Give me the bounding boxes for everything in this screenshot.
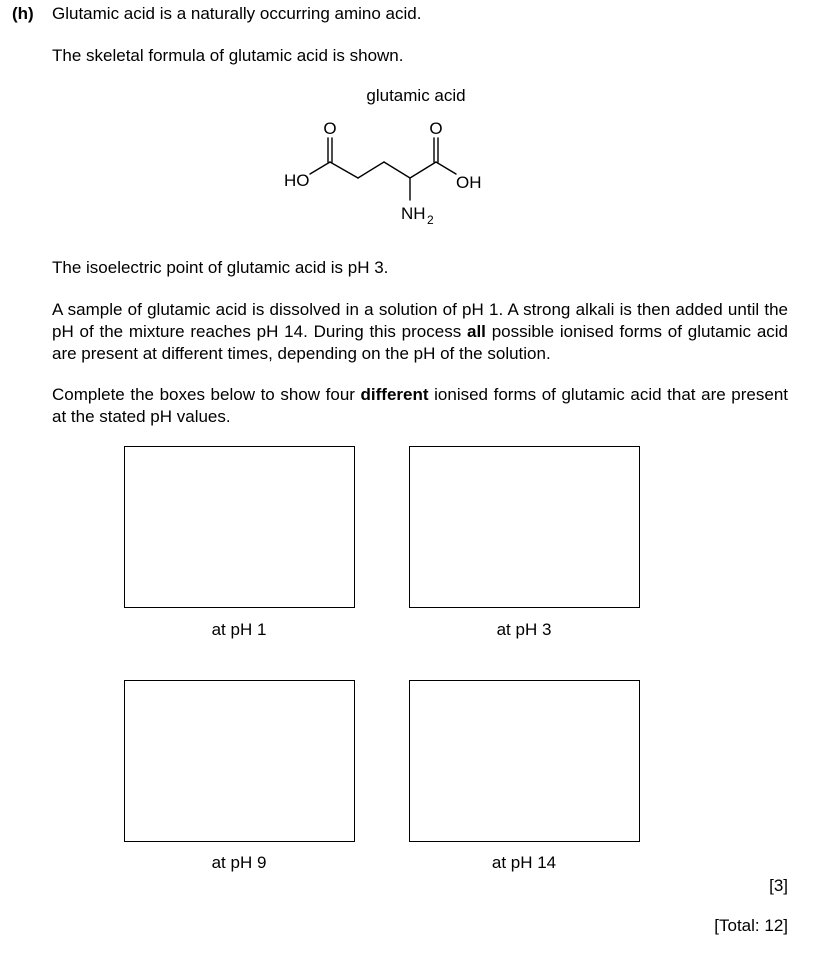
isoelectric-statement: The isoelectric point of glutamic acid is pH 3. xyxy=(52,258,389,277)
label-nh-subscript: 2 xyxy=(427,213,434,227)
task-paragraph: Complete the boxes below to show four different ionised forms of glutamic acid that are present at the stated pH values. xyxy=(52,385,788,426)
label-oh: OH xyxy=(456,173,482,192)
caption-ph1: at pH 1 xyxy=(211,620,267,639)
molecule-caption: glutamic acid xyxy=(366,86,466,105)
label-ho: HO xyxy=(284,171,310,190)
caption-ph9: at pH 9 xyxy=(211,853,267,872)
answer-box-ph14[interactable] xyxy=(409,680,640,842)
total-marks-label: [Total: 12] xyxy=(714,916,788,935)
marks-label: [3] xyxy=(769,876,788,895)
bond-ho-c1 xyxy=(310,162,330,174)
bond-c2-c3 xyxy=(358,162,384,178)
question-label: (h) xyxy=(12,4,34,23)
bond-c5-oh xyxy=(436,162,456,174)
answer-box-ph3[interactable] xyxy=(409,446,640,608)
answer-box-ph9[interactable] xyxy=(124,680,355,842)
answer-box-ph1[interactable] xyxy=(124,446,355,608)
caption-ph14: at pH 14 xyxy=(491,853,557,872)
bond-c1-c2 xyxy=(330,162,358,178)
bond-c4-c5 xyxy=(410,162,436,178)
glutamic-acid-skeletal-formula xyxy=(270,112,530,237)
bond-c3-c4 xyxy=(384,162,410,178)
sample-paragraph: A sample of glutamic acid is dissolved in a solution of pH 1. A strong alkali is then added until the pH of the mixture reaches pH 14. During this process all possible ionised forms of glutamic acid are present at different times, depending on the pH of the solution. xyxy=(52,300,789,363)
skeletal-intro: The skeletal formula of glutamic acid is shown. xyxy=(52,46,404,65)
carbonyl-o-left: O xyxy=(323,119,337,138)
label-nh: NH xyxy=(401,204,426,223)
question-intro: Glutamic acid is a naturally occurring amino acid. xyxy=(52,4,422,23)
caption-ph3: at pH 3 xyxy=(496,620,552,639)
carbonyl-o-right: O xyxy=(429,119,443,138)
